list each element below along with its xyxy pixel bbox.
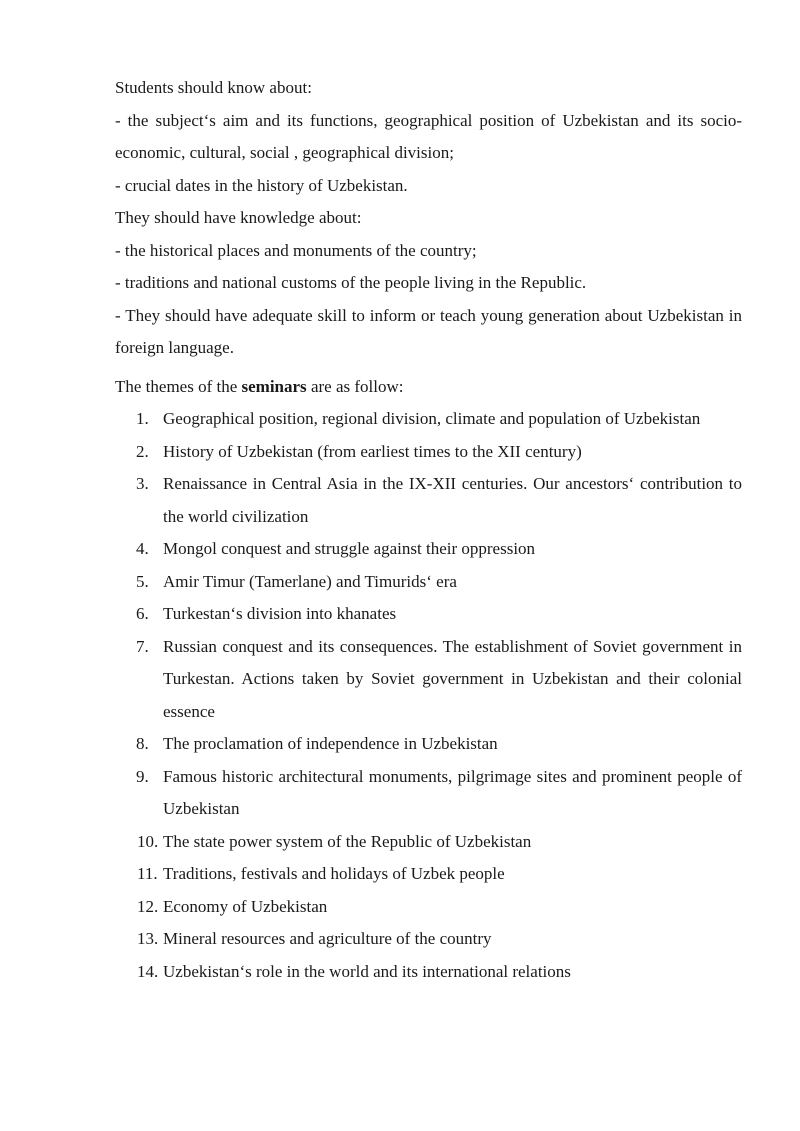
- list-item: [115, 533, 742, 566]
- list-item-number: 7.: [136, 636, 149, 656]
- list-item: [115, 956, 742, 989]
- list-item-number: 1.: [136, 409, 149, 428]
- list-item-text: The state power system of the Republic of Uzbekistan: [163, 831, 532, 851]
- list-item: [115, 858, 742, 891]
- seminars-lead-bold: seminars: [241, 376, 307, 396]
- list-item: [115, 761, 742, 826]
- list-item: [115, 598, 742, 631]
- list-item: [115, 728, 742, 761]
- knowledge-item-places: - the historical places and monuments of the country;: [115, 240, 477, 260]
- know-item-dates: - crucial dates in the history of Uzbekistan.: [115, 175, 408, 195]
- knowledge-item-skill: - They should have adequate skill to inform or teach young generation about Uzbekistan in foreign language.: [115, 305, 742, 357]
- list-item-number: 6.: [136, 604, 149, 623]
- list-item-text: Amir Timur (Tamerlane) and Timurids‘ era: [163, 571, 457, 591]
- list-item-number: 9.: [136, 766, 149, 786]
- knowledge-item-traditions: - traditions and national customs of the people living in the Republic.: [115, 273, 587, 292]
- list-item: [115, 468, 742, 533]
- list-item-text: Russian conquest and its consequences. The establishment of Soviet government in Turkestan. Actions taken by Soviet government in Uzbekistan and their colonial essence: [163, 636, 742, 721]
- know-item-aim: - the subject‘s aim and its functions, geographical position of Uzbekistan and its socio-economic, cultural, social , geographical division;: [115, 110, 742, 162]
- know-heading: Students should know about:: [115, 78, 312, 97]
- list-item-text: Traditions, festivals and holidays of Uzbek people: [163, 864, 505, 883]
- list-item: [115, 891, 742, 924]
- list-item-number: 11.: [137, 864, 158, 883]
- list-item-text: The proclamation of independence in Uzbekistan: [163, 734, 498, 753]
- seminars-lead: [115, 371, 742, 404]
- list-item-number: 8.: [136, 734, 149, 753]
- seminars-lead-after: are as follow:: [306, 376, 404, 396]
- list-item: [115, 826, 742, 859]
- list-item-text: Mineral resources and agriculture of the country: [163, 929, 492, 948]
- list-item-number: 5.: [136, 571, 149, 591]
- list-item: [115, 566, 742, 599]
- list-item-text: Uzbekistan‘s role in the world and its international relations: [163, 961, 571, 981]
- list-item-number: 14.: [137, 961, 159, 981]
- list-item-number: 10.: [137, 831, 159, 851]
- list-item-text: Economy of Uzbekistan: [163, 896, 328, 916]
- list-item-number: 2.: [136, 441, 149, 461]
- list-item-number: 3.: [136, 474, 149, 493]
- list-item: [115, 631, 742, 729]
- list-item-text: Renaissance in Central Asia in the IX-XII centuries. Our ancestors‘ contribution to the world civilization: [163, 474, 742, 526]
- list-item-text: Geographical position, regional division, climate and population of Uzbekistan: [163, 409, 701, 428]
- list-item-text: Mongol conquest and struggle against their oppression: [163, 539, 536, 558]
- list-item-number: 4.: [136, 539, 149, 558]
- list-item-number: 12.: [137, 896, 159, 916]
- list-item-text: Turkestan‘s division into khanates: [163, 604, 397, 623]
- seminars-lead-before: The themes of the: [115, 376, 242, 396]
- list-item-text: Famous historic architectural monuments, pilgrimage sites and prominent people of Uzbekistan: [163, 766, 742, 818]
- knowledge-heading: They should have knowledge about:: [115, 208, 362, 227]
- list-item: [115, 923, 742, 956]
- document-page: [115, 72, 742, 988]
- list-item: [115, 403, 742, 436]
- list-item-text: History of Uzbekistan (from earliest times to the XII century): [163, 441, 582, 461]
- seminar-themes-list: [115, 403, 742, 988]
- list-item: [115, 436, 742, 469]
- list-item-number: 13.: [137, 929, 159, 948]
